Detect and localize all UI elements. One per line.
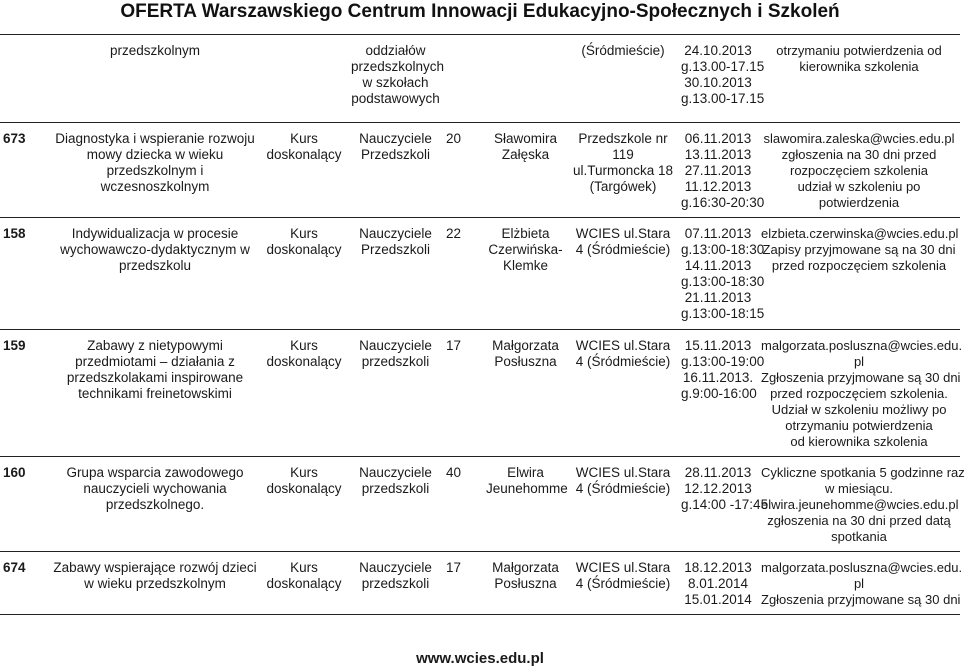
- course-title: Diagnostyka i wspieranie rozwoju mowy dziecka w wieku przedszkolnym i wczesnoszkolnym: [50, 123, 260, 218]
- note-line: elwira.jeunehomme@wcies.edu.pl: [761, 497, 959, 512]
- date-line: 24.10.2013: [684, 43, 752, 58]
- hours-count: 40: [443, 457, 483, 552]
- date-line: 06.11.2013: [684, 131, 752, 146]
- course-notes: [758, 552, 963, 615]
- date-line: 30.10.2013: [684, 75, 752, 90]
- training-offer-table: [0, 34, 965, 615]
- course-notes: [758, 123, 960, 218]
- note-line: Zapisy przyjmowane są na 30 dni: [762, 242, 956, 257]
- course-form: [260, 35, 348, 123]
- course-dates: [678, 457, 769, 552]
- target-group: Nauczyciele przedszkoli: [348, 457, 443, 552]
- course-notes: [758, 218, 960, 330]
- course-form: Kurs doskonalący: [260, 552, 348, 615]
- course-leader: Sławomira Załęska: [483, 123, 568, 218]
- note-line: malgorzata.posluszna@wcies.edu.: [761, 560, 963, 575]
- note-line: otrzymaniu potwierdzenia: [785, 418, 933, 433]
- course-form: Kurs doskonalący: [260, 218, 348, 330]
- course-title: przedszkolnym: [50, 35, 260, 123]
- course-notes: [758, 35, 960, 123]
- date-line: g.13:00-18:30: [681, 242, 765, 257]
- table-row: [0, 330, 960, 457]
- course-dates: [678, 123, 765, 218]
- hours-count: [443, 35, 483, 123]
- note-line: Zgłoszenia przyjmowane są 30 dni: [761, 592, 961, 607]
- table-row: [0, 35, 960, 123]
- note-line: zgłoszenia na 30 dni przed: [781, 147, 937, 162]
- footer-url[interactable]: www.wcies.edu.pl: [416, 650, 544, 667]
- note-line: spotkania: [831, 529, 887, 544]
- date-line: 18.12.2013: [684, 560, 752, 575]
- note-line: Zgłoszenia przyjmowane są 30 dni: [761, 370, 961, 385]
- course-notes: [758, 330, 963, 457]
- date-line: 07.11.2013: [684, 226, 752, 241]
- course-dates: [678, 218, 765, 330]
- hours-count: 17: [443, 552, 483, 615]
- date-line: 13.11.2013: [684, 147, 752, 162]
- hours-count: 20: [443, 123, 483, 218]
- note-line: udział w szkoleniu po: [797, 179, 921, 194]
- date-line: 21.11.2013: [684, 290, 752, 305]
- date-line: 11.12.2013: [684, 179, 752, 194]
- course-form: Kurs doskonalący: [260, 457, 348, 552]
- course-place: WCIES ul.Stara 4 (Śródmieście): [568, 457, 678, 552]
- target-group: Nauczyciele przedszkoli: [348, 552, 443, 615]
- course-title: Indywidualizacja w procesie wychowawczo-dydaktycznym w przedszkolu: [50, 218, 260, 330]
- course-dates: [678, 330, 765, 457]
- course-number: [0, 35, 50, 123]
- course-place: (Śródmieście): [568, 35, 678, 123]
- course-form: Kurs doskonalący: [260, 123, 348, 218]
- date-line: g.9:00-16:00: [681, 386, 757, 401]
- course-number: 160: [0, 457, 50, 552]
- note-line: kierownika szkolenia: [799, 59, 919, 74]
- date-line: g.13.00-17.15: [681, 59, 765, 74]
- course-place: WCIES ul.Stara 4 (Śródmieście): [568, 330, 678, 457]
- table-row: [0, 218, 960, 330]
- table-row: [0, 552, 960, 615]
- date-line: g.16:30-20:30: [681, 195, 765, 210]
- hours-count: 22: [443, 218, 483, 330]
- note-line: przed rozpoczęciem szkolenia: [771, 258, 947, 273]
- date-line: 16.11.2013.: [682, 370, 754, 385]
- table-row: [0, 123, 960, 218]
- hours-count: 17: [443, 330, 483, 457]
- note-line: pl: [853, 354, 865, 369]
- note-line: potwierdzenia: [818, 195, 900, 210]
- date-line: 15.11.2013: [684, 338, 752, 353]
- date-line: 12.12.2013: [684, 481, 752, 496]
- date-line: 8.01.2014: [687, 576, 749, 591]
- note-line: slawomira.zaleska@wcies.edu.pl: [763, 131, 955, 146]
- course-number: 674: [0, 552, 50, 615]
- note-line: w miesiącu.: [825, 481, 893, 496]
- course-place: Przedszkole nr 119 ul.Turmoncka 18 (Targówek): [568, 123, 678, 218]
- course-leader: Elżbieta Czerwińska-Klemke: [483, 218, 568, 330]
- course-leader: Elwira Jeunehomme: [483, 457, 568, 552]
- target-group: Nauczyciele przedszkoli: [348, 330, 443, 457]
- note-line: przed rozpoczęciem szkolenia.: [770, 386, 948, 401]
- course-dates: [678, 552, 758, 615]
- course-title: Zabawy wspierające rozwój dzieci w wieku przedszkolnym: [50, 552, 260, 615]
- course-place: WCIES ul.Stara 4 (Śródmieście): [568, 218, 678, 330]
- course-leader: [483, 35, 568, 123]
- target-group: oddziałów przedszkolnych w szkołach podstawowych: [348, 35, 443, 123]
- target-group: Nauczyciele Przedszkoli: [348, 218, 443, 330]
- course-form: Kurs doskonalący: [260, 330, 348, 457]
- note-line: zgłoszenia na 30 dni przed datą: [767, 513, 951, 528]
- date-line: g.13.00-17.15: [681, 91, 765, 106]
- note-line: Cykliczne spotkania 5 godzinne raz: [761, 465, 965, 480]
- table-row: [0, 457, 960, 552]
- date-line: g.14:00 -17:45: [681, 497, 769, 512]
- course-title: Grupa wsparcia zawodowego nauczycieli wychowania przedszkolnego.: [50, 457, 260, 552]
- course-notes: [758, 457, 965, 552]
- note-line: pl: [853, 576, 865, 591]
- course-number: 159: [0, 330, 50, 457]
- date-line: g.13:00-18:30: [681, 274, 765, 289]
- note-line: malgorzata.posluszna@wcies.edu.: [761, 338, 963, 353]
- date-line: g.13:00-18:15: [681, 306, 765, 321]
- note-line: otrzymaniu potwierdzenia od: [776, 43, 942, 58]
- note-line: od kierownika szkolenia: [790, 434, 928, 449]
- course-number: 673: [0, 123, 50, 218]
- course-leader: Małgorzata Posłuszna: [483, 552, 568, 615]
- date-line: 27.11.2013: [684, 163, 752, 178]
- note-line: elzbieta.czerwinska@wcies.edu.pl: [761, 226, 959, 241]
- page-title: OFERTA Warszawskiego Centrum Innowacji Edukacyjno-Społecznych i Szkoleń: [120, 1, 840, 22]
- course-place: WCIES ul.Stara 4 (Śródmieście): [568, 552, 678, 615]
- note-line: Udział w szkoleniu możliwy po: [771, 402, 947, 417]
- note-line: rozpoczęciem szkolenia: [789, 163, 928, 178]
- date-line: g.13:00-19:00: [681, 354, 765, 369]
- date-line: 15.01.2014: [684, 592, 752, 607]
- target-group: Nauczyciele Przedszkoli: [348, 123, 443, 218]
- course-title: Zabawy z nietypowymi przedmiotami – działania z przedszkolakami inspirowane technikami freinetowskimi: [50, 330, 260, 457]
- date-line: 28.11.2013: [684, 465, 752, 480]
- date-line: 14.11.2013: [684, 258, 752, 273]
- course-leader: Małgorzata Posłuszna: [483, 330, 568, 457]
- course-dates: [678, 35, 765, 123]
- course-number: 158: [0, 218, 50, 330]
